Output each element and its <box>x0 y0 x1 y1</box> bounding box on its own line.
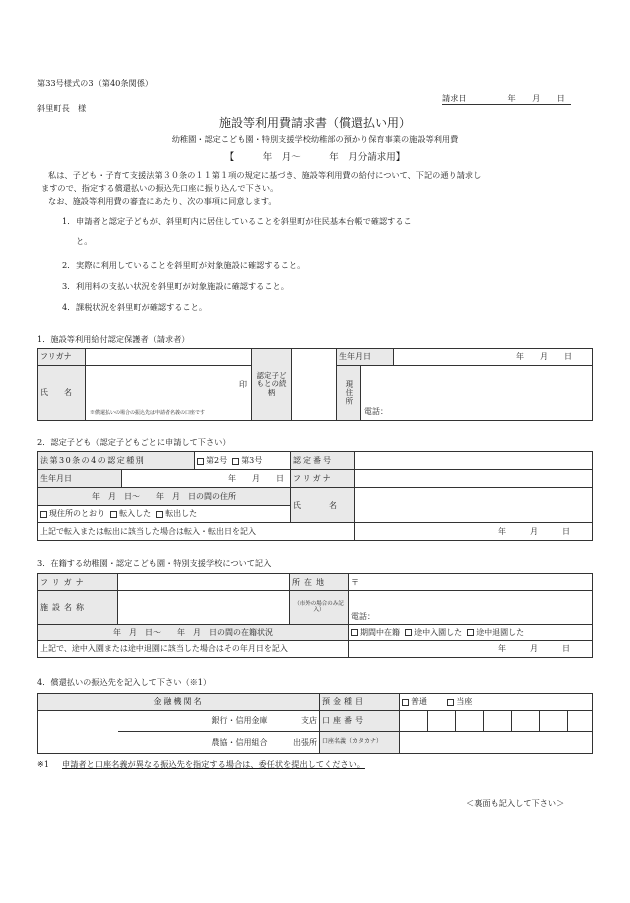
facility-phone-field[interactable] <box>349 591 593 624</box>
claim-period: 【 年 月～ 年 月分請求用】 <box>224 152 406 163</box>
consent-item-1-no: 1． <box>62 216 76 226</box>
account-digit-6[interactable] <box>540 711 568 732</box>
child-table <box>37 451 593 541</box>
name-label: 氏 名 <box>38 366 86 421</box>
facility-phone-label: 電話： <box>351 612 375 622</box>
bank-table <box>37 693 593 754</box>
addressee: 斜里町長 様 <box>37 103 87 113</box>
consent-item-1-cont: と。 <box>76 236 93 246</box>
facility-name-label: 施設名称 <box>38 591 118 624</box>
consent-item-2-no: 2． <box>62 260 76 270</box>
mid-withdrawn-checkbox[interactable] <box>467 629 474 636</box>
footnote-mark: ※1 <box>37 759 50 769</box>
account-digit-5[interactable] <box>512 711 540 732</box>
type-2-checkbox[interactable] <box>197 458 204 465</box>
intro-line-2: ますので、指定する償還払いの振込先口座に振り込んで下さい。 <box>41 183 279 193</box>
guardian-table <box>37 348 593 421</box>
account-name-label: 口座名義（カタカナ） <box>320 732 400 754</box>
bank-type-2: 農協・信用組合 <box>118 732 288 754</box>
account-digit-2[interactable] <box>428 711 456 732</box>
moved-in-checkbox[interactable] <box>110 511 117 518</box>
mid-withdrawn-label: 途中退園した <box>476 627 525 637</box>
bank-name-header: 金融機関名 <box>38 694 320 711</box>
account-digit-3[interactable] <box>456 711 484 732</box>
move-note: 上記で転入または転出に該当した場合は転入・転出日を記入 <box>38 522 355 540</box>
cert-type-options <box>195 452 291 470</box>
type-2-label: 第2号 <box>206 456 228 466</box>
ordinary-checkbox[interactable] <box>402 699 409 706</box>
seal-mark: 印 <box>239 380 247 389</box>
ordinary-label: 普通 <box>411 697 428 707</box>
moved-out-checkbox[interactable] <box>156 511 163 518</box>
facility-furigana-label: フリガナ <box>38 574 118 591</box>
mid-enrolled-checkbox[interactable] <box>405 629 412 636</box>
enrolled-whole-label: 期間中在籍 <box>360 627 400 637</box>
account-digit-1[interactable] <box>400 711 428 732</box>
same-address-checkbox[interactable] <box>40 511 47 518</box>
location-label: 所在地 <box>290 574 349 591</box>
facility-name-field[interactable] <box>118 591 290 624</box>
type-3-checkbox[interactable] <box>232 458 239 465</box>
section-1-heading: 1．施設等利用給付認定保護者（請求者） <box>37 334 190 344</box>
consent-item-4: 課税状況を斜里町が確認すること。 <box>76 302 208 312</box>
moved-out-label: 転出した <box>165 509 198 519</box>
phone-label: 電話： <box>364 406 388 416</box>
account-digit-4[interactable] <box>484 711 512 732</box>
enrollment-status-options <box>349 624 593 640</box>
intro-line-1: 私は、子ども・子育て支援法第３０条の１１第１項の規定に基づき、施設等利用費の給付について、下記の通り請求し <box>48 170 482 180</box>
child-birthdate-label: 生年月日 <box>38 470 122 488</box>
child-furigana-label: フリガナ <box>291 470 355 488</box>
account-name-field[interactable] <box>400 732 593 754</box>
form-title: 施設等利用費請求書（償還払い用） <box>218 116 411 130</box>
section-3-heading: 3．在籍する幼稚園・認定こども園・特別支援学校について記入 <box>37 558 272 568</box>
consent-item-3-no: 3． <box>62 281 76 291</box>
same-address-label: 現住所のとおり <box>49 509 105 519</box>
facility-furigana-field[interactable] <box>118 574 290 591</box>
facility-location-field[interactable] <box>349 574 593 591</box>
section-4-heading: 4．償還払いの振込先を記入して下さい（※1） <box>37 677 212 687</box>
address-period-label: 年 月 日～ 年 月 日の間の住所 <box>38 488 291 505</box>
bank-type-1: 銀行・信用金庫 <box>118 711 288 732</box>
form-number: 第33号様式の3（第40条関係） <box>37 78 154 88</box>
request-date[interactable]: 請求日 年 月 日 <box>442 93 571 105</box>
guardian-birthdate-field[interactable]: 年 月 日 <box>394 349 593 366</box>
guardian-furigana-field[interactable] <box>86 349 252 366</box>
branch-label-1: 支店 <box>288 711 320 732</box>
footnote-text: 申請者と口座名義が異なる振込先を指定する場合は、委任状を提出してください。 <box>62 759 365 769</box>
moved-in-label: 転入した <box>119 509 152 519</box>
enrollment-date-field[interactable]: 年 月 日 <box>349 640 593 657</box>
back-side-note: ＜裏面も記入して下さい＞ <box>466 798 565 808</box>
outside-city-note: （市外の場合のみ記入） <box>290 591 349 624</box>
bank-note: ※償還払いの場合の振込先は申請者名義の口座です <box>90 410 206 417</box>
relation-label: 認定子どもとの続柄 <box>252 349 292 421</box>
address-label: 現住所 <box>337 366 361 421</box>
section-2-heading: 2．認定子ども（認定子どもごとに申請して下さい） <box>37 437 231 447</box>
relation-field[interactable] <box>292 349 337 421</box>
account-digit-7[interactable] <box>568 711 593 732</box>
enrolled-whole-period-checkbox[interactable] <box>351 629 358 636</box>
deposit-type-label: 預金種目 <box>320 694 400 711</box>
consent-item-1: 申請者と認定子どもが、斜里町内に居住していることを斜里町が住民基本台帳で確認するこ <box>76 216 412 226</box>
cert-number-label: 認定番号 <box>291 452 355 470</box>
address-status-options <box>38 505 291 522</box>
guardian-name-field[interactable] <box>86 366 252 421</box>
enrollment-period-label: 年 月 日～ 年 月 日の間の在籍状況 <box>38 624 349 640</box>
child-name-label: 氏 名 <box>291 488 355 522</box>
cert-type-label: 法第30条の4の認定種別 <box>38 452 195 470</box>
enrollment-note: 上記で、途中入園または途中退園に該当した場合はその年月日を記入 <box>38 640 349 657</box>
child-birthdate-field[interactable]: 年 月 日 <box>122 470 291 488</box>
facility-table <box>37 573 593 658</box>
intro-line-3: なお、施設等利用費の審査にあたり、次の事項に同意します。 <box>48 196 277 206</box>
mid-enrolled-label: 途中入園した <box>414 627 463 637</box>
current-label: 当座 <box>456 697 473 707</box>
child-furigana-field[interactable] <box>355 470 593 488</box>
move-date-field[interactable]: 年 月 日 <box>355 522 593 540</box>
consent-item-3: 利用料の支払い状況を斜里町が対象施設に確認すること。 <box>76 281 289 291</box>
consent-item-2: 実際に利用していることを斜里町が対象施設に確認すること。 <box>76 260 306 270</box>
postal-mark: 〒 <box>351 577 359 587</box>
child-name-field[interactable] <box>355 488 593 522</box>
form-subtitle: 幼稚園・認定こども園・特別支援学校幼稚部の預かり保育事業の施設等利用費 <box>171 134 459 144</box>
guardian-address-field[interactable] <box>361 366 593 421</box>
deposit-type-options <box>400 694 593 711</box>
birthdate-label: 生年月日 <box>337 349 394 366</box>
type-3-label: 第3号 <box>241 456 263 466</box>
current-checkbox[interactable] <box>447 699 454 706</box>
account-number-label: 口座番号 <box>320 711 400 732</box>
bank-name-field[interactable] <box>38 711 118 754</box>
branch-label-2: 出張所 <box>288 732 320 754</box>
furigana-label: フリガナ <box>38 349 86 366</box>
cert-number-field[interactable] <box>355 452 593 470</box>
consent-item-4-no: 4． <box>62 302 76 312</box>
